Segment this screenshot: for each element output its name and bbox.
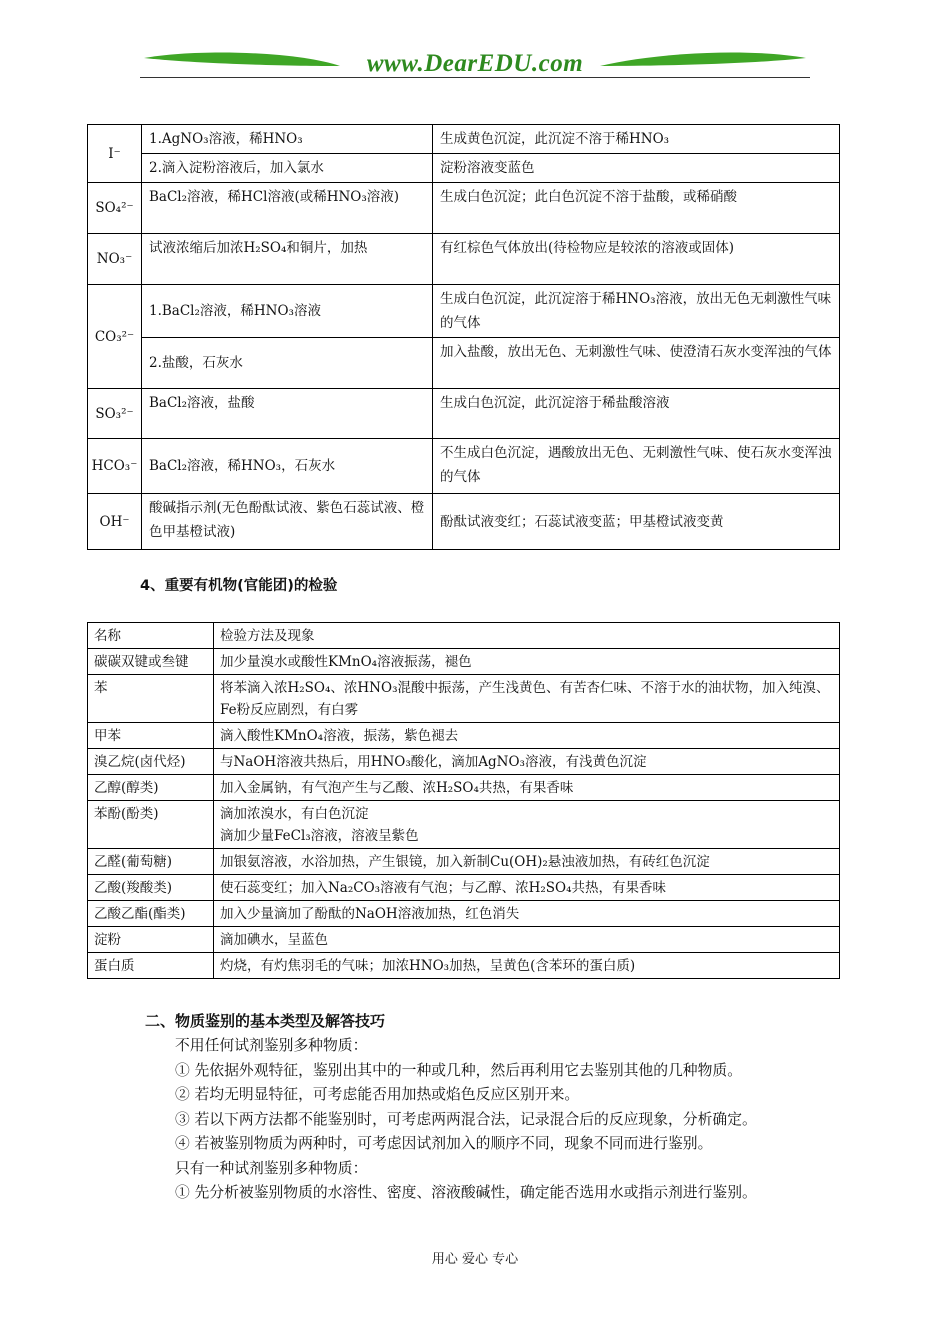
method-cell: 加入少量滴加了酚酞的NaOH溶液加热，红色消失 — [214, 901, 840, 927]
method-cell: 1.BaCl₂溶液，稀HNO₃溶液 — [142, 285, 433, 338]
page-footer: 用心 爱心 专心 — [431, 1252, 519, 1267]
phenomenon-cell: 酚酞试液变红；石蕊试液变蓝；甲基橙试液变黄 — [433, 494, 840, 550]
method-cell: 使石蕊变红；加入Na₂CO₃溶液有气泡；与乙醇、浓H₂SO₄共热，有果香味 — [214, 875, 840, 901]
method-cell: 加银氨溶液，水浴加热，产生银镜，加入新制Cu(OH)₂悬浊液加热，有砖红色沉淀 — [214, 849, 840, 875]
phenomenon-cell: 生成白色沉淀；此白色沉淀不溶于盐酸，或稀硝酸 — [433, 183, 840, 234]
table-row — [88, 285, 840, 338]
text-line: 只有一种试剂鉴别多种物质： — [175, 1159, 368, 1177]
name-cell: 苯酚(酚类) — [88, 801, 214, 849]
method-cell: 试液浓缩后加浓H₂SO₄和铜片，加热 — [142, 234, 433, 285]
table-row — [88, 953, 840, 979]
table-row — [88, 389, 840, 439]
table-row — [88, 494, 840, 550]
text-line: 不用任何试剂鉴别多种物质： — [175, 1037, 368, 1054]
phenomenon-cell: 加入盐酸，放出无色、无刺激性气味、使澄清石灰水变浑浊的气体 — [433, 338, 840, 389]
site-logo: www.DearEDU.com — [366, 50, 584, 77]
method-cell: 与NaOH溶液共热后，用HNO₃酸化，滴加AgNO₃溶液，有浅黄色沉淀 — [214, 749, 840, 775]
phenomenon-cell: 有红棕色气体放出(待检物应是较浓的溶液或固体) — [433, 234, 840, 285]
method-cell: 滴入酸性KMnO₄溶液，振荡，紫色褪去 — [214, 723, 840, 749]
text-line: ③ 若以下两方法都不能鉴别时，可考虑两两混合法，记录混合后的反应现象，分析确定。 — [175, 1110, 757, 1128]
table-row — [88, 675, 840, 723]
method-cell: 2.盐酸，石灰水 — [142, 338, 433, 389]
name-cell: 乙醛(葡萄糖) — [88, 849, 214, 875]
method-cell: BaCl₂溶液，稀HNO₃，石灰水 — [142, 439, 433, 494]
text-line: ④ 若被鉴别物质为两种时，可考虑因试剂加入的顺序不同，现象不同而进行鉴别。 — [175, 1135, 713, 1152]
section-title: 4、重要有机物(官能团)的检验 — [140, 578, 338, 594]
table-row — [88, 775, 840, 801]
method-cell: 加少量溴水或酸性KMnO₄溶液振荡，褪色 — [214, 649, 840, 675]
organic-test-table — [87, 622, 840, 979]
name-cell: 苯 — [88, 675, 214, 723]
table-header-row — [88, 623, 840, 649]
name-cell: 甲苯 — [88, 723, 214, 749]
phenomenon-cell: 生成白色沉淀，此沉淀溶于稀HNO₃溶液，放出无色无刺激性气味的气体 — [433, 285, 840, 338]
header-rule — [140, 77, 810, 78]
method-line: 滴加浓溴水，有白色沉淀 — [220, 806, 369, 822]
ion-cell: CO₃²⁻ — [88, 285, 142, 389]
table-row — [88, 849, 840, 875]
section-title: 二、物质鉴别的基本类型及解答技巧 — [145, 1012, 386, 1030]
method-cell: 灼烧，有灼焦羽毛的气味；加浓HNO₃加热，呈黄色(含苯环的蛋白质) — [214, 953, 840, 979]
method-line: 滴加少量FeCl₃溶液，溶液呈紫色 — [220, 828, 419, 844]
table-row — [88, 749, 840, 775]
method-cell: 滴加碘水，呈蓝色 — [214, 927, 840, 953]
method-cell: 加入金属钠，有气泡产生与乙酸、浓H₂SO₄共热，有果香味 — [214, 775, 840, 801]
name-cell: 乙酸乙酯(酯类) — [88, 901, 214, 927]
name-cell: 蛋白质 — [88, 953, 214, 979]
table-row — [88, 439, 840, 494]
method-cell: BaCl₂溶液，盐酸 — [142, 389, 433, 439]
ion-cell: SO₃²⁻ — [88, 389, 142, 439]
table-row — [88, 183, 840, 234]
table-row — [88, 649, 840, 675]
ion-cell: NO₃⁻ — [88, 234, 142, 285]
method-cell: 将苯滴入浓H₂SO₄、浓HNO₃混酸中振荡，产生浅黄色、有苦杏仁味、不溶于水的油状物，加入纯溴、Fe粉反应剧烈，有白雾 — [214, 675, 840, 723]
phenomenon-cell: 生成白色沉淀，此沉淀溶于稀盐酸溶液 — [433, 389, 840, 439]
method-cell: 酸碱指示剂(无色酚酞试液、紫色石蕊试液、橙色甲基橙试液) — [142, 494, 433, 550]
table-row — [88, 338, 840, 389]
name-cell: 淀粉 — [88, 927, 214, 953]
column-header: 检验方法及现象 — [214, 623, 840, 649]
phenomenon-cell: 不生成白色沉淀，遇酸放出无色、无刺激性气味、使石灰水变浑浊的气体 — [433, 439, 840, 494]
text-line: ② 若均无明显特征，可考虑能否用加热或焰色反应区别开来。 — [175, 1086, 580, 1103]
phenomenon-cell: 生成黄色沉淀，此沉淀不溶于稀HNO₃ — [433, 125, 840, 154]
table-row — [88, 154, 840, 183]
ion-cell: OH⁻ — [88, 494, 142, 550]
table-row — [88, 125, 840, 154]
name-cell: 溴乙烷(卤代烃) — [88, 749, 214, 775]
ion-cell: I⁻ — [88, 125, 142, 183]
method-cell — [214, 801, 840, 849]
method-cell: 1.AgNO₃溶液，稀HNO₃ — [142, 125, 433, 154]
page-header — [140, 46, 810, 86]
ion-cell: SO₄²⁻ — [88, 183, 142, 234]
phenomenon-cell: 淀粉溶液变蓝色 — [433, 154, 840, 183]
ion-test-table — [87, 124, 840, 550]
method-cell: BaCl₂溶液，稀HCl溶液(或稀HNO₃溶液) — [142, 183, 433, 234]
name-cell: 碳碳双键或叁键 — [88, 649, 214, 675]
table-row — [88, 801, 840, 849]
method-cell: 2.滴入淀粉溶液后，加入氯水 — [142, 154, 433, 183]
ion-cell: HCO₃⁻ — [88, 439, 142, 494]
table-row — [88, 901, 840, 927]
table-row — [88, 927, 840, 953]
table-row — [88, 723, 840, 749]
identification-section — [145, 1008, 845, 1206]
table-row — [88, 875, 840, 901]
column-header: 名称 — [88, 623, 214, 649]
text-line: ① 先分析被鉴别物质的水溶性、密度、溶液酸碱性，确定能否选用水或指示剂进行鉴别。 — [175, 1184, 757, 1201]
table-row — [88, 234, 840, 285]
text-line: ① 先依据外观特征，鉴别出其中的一种或几种，然后再利用它去鉴别其他的几种物质。 — [175, 1061, 742, 1079]
name-cell: 乙酸(羧酸类) — [88, 875, 214, 901]
name-cell: 乙醇(醇类) — [88, 775, 214, 801]
